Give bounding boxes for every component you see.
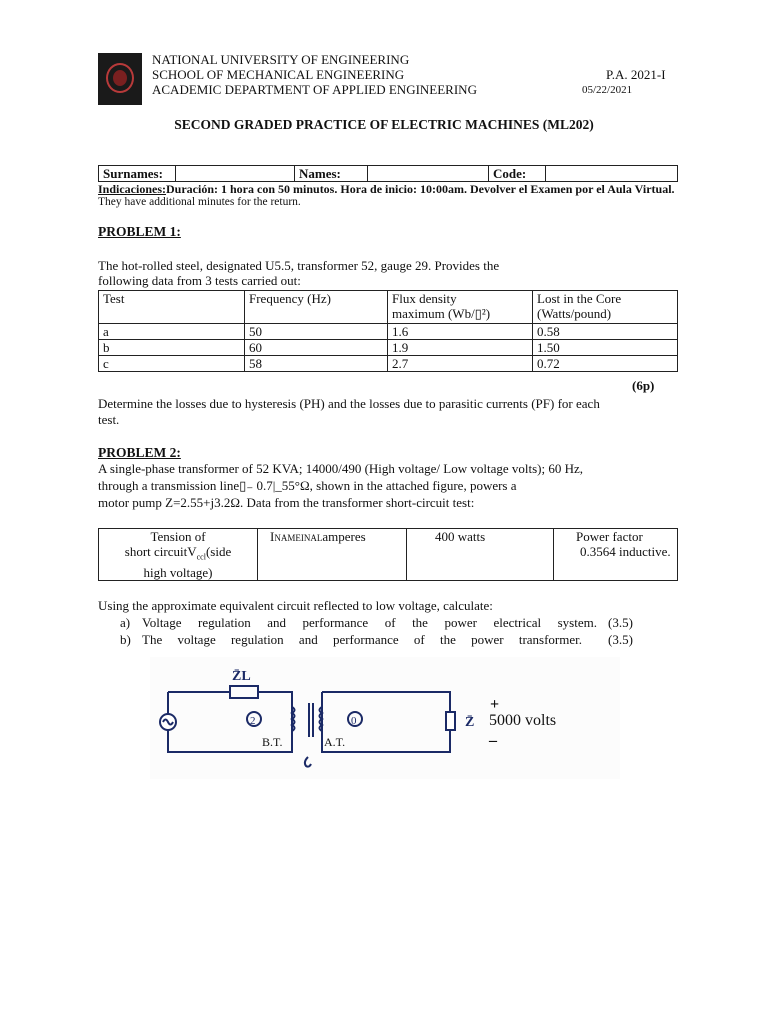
minus-sign: – (489, 732, 497, 749)
instructions-label: Indicaciones: (98, 182, 167, 196)
code-field[interactable] (546, 166, 678, 182)
load-impedance-box (446, 712, 455, 730)
table-header (388, 291, 533, 324)
cell: 0.58 (533, 324, 678, 340)
instructions-text: Duración: 1 hora con 50 minutos. Hora de inicio: 10:00am. Devolver el Examen por el Aula Virtual. (166, 182, 675, 196)
table-row (99, 340, 678, 356)
sc-tension-sub: ccl (196, 552, 206, 562)
cell: 2.7 (388, 356, 533, 372)
sc-current-cell (258, 529, 407, 581)
header-flux-2: maximum (Wb/▯²) (392, 306, 491, 321)
cell: 0.72 (533, 356, 678, 372)
problem-2-line-2: through a transmission line▯₋ 0.7|_55°Ω, shown in the attached figure, powers a (98, 478, 517, 493)
node-1-label: 0 (351, 715, 357, 727)
header-date: 05/22/2021 (582, 84, 633, 96)
student-id-table (98, 165, 678, 182)
table-row (99, 324, 678, 340)
header-loss-1: Lost in the Core (537, 291, 622, 306)
surnames-label: Surnames: (99, 166, 176, 182)
bt-label: B.T. (262, 735, 283, 749)
zl-label: Z̄L (232, 669, 251, 684)
sc-tension-v: short circuitV (124, 544, 197, 559)
sc-tension-side: (side (205, 544, 232, 559)
voltage-label: 5000 volts (489, 712, 557, 729)
problem-1-points: (6p) (632, 378, 655, 393)
sc-pf-line-1: Power factor (576, 529, 643, 544)
item-a-text: Voltage regulation and performance of the power electrical system. (142, 615, 597, 630)
problem-1-heading: PROBLEM 1: (98, 224, 181, 239)
a-mark (305, 757, 311, 767)
table-row (99, 529, 678, 581)
surnames-field[interactable] (176, 166, 295, 182)
logo-emblem (113, 70, 127, 86)
item-b-letter: b) (120, 632, 131, 647)
item-a-letter: a) (120, 615, 131, 630)
sc-current-unit: amperes (322, 529, 366, 544)
cell: 1.9 (388, 340, 533, 356)
sc-pf-line-2: 0.3564 inductive. (580, 544, 671, 559)
problem-1-intro-1: The hot-rolled steel, designated U5.5, transformer 52, gauge 29. Provides the (98, 258, 500, 273)
instructions-note: They have additional minutes for the return. (98, 196, 301, 208)
cell: 1.6 (388, 324, 533, 340)
problem-2-instruction: Using the approximate equivalent circuit reflected to low voltage, calculate: (98, 598, 493, 613)
problem-2-line-3: motor pump Z=2.55+j3.2Ω. Data from the transformer short-circuit test: (98, 495, 475, 510)
exam-title: SECOND GRADED PRACTICE OF ELECTRIC MACHINES (ML202) (174, 117, 594, 132)
problem-1-question-2: test. (98, 412, 120, 427)
core-loss-table (98, 290, 678, 372)
cell: c (99, 356, 245, 372)
item-b-text: The voltage regulation and performance of the power transformer. (142, 632, 582, 647)
table-header: Test (99, 291, 245, 324)
table-header (533, 291, 678, 324)
header-period: P.A. 2021-I (606, 67, 666, 82)
table-header-row (99, 291, 678, 324)
problem-1-intro-2: following data from 3 tests carried out: (98, 273, 301, 288)
sc-tension-line-1: Tension of (150, 529, 206, 544)
node-2-label: 2 (250, 715, 256, 727)
circuit-svg (150, 657, 620, 779)
at-label: A.T. (324, 735, 346, 749)
cell: 50 (245, 324, 388, 340)
sc-power-cell: 400 watts (407, 529, 554, 581)
sc-tension-line-3: high voltage) (143, 564, 213, 580)
cell: b (99, 340, 245, 356)
problem-2-line-1: A single-phase transformer of 52 KVA; 14000/490 (High voltage/ Low voltage volts); 60 Hz, (98, 461, 584, 476)
plus-sign: + (490, 696, 500, 713)
header-loss-2: (Watts/pound) (537, 306, 612, 321)
code-label: Code: (489, 166, 546, 182)
university-logo (98, 53, 142, 105)
names-label: Names: (295, 166, 368, 182)
sc-tension-line-2 (103, 544, 253, 565)
circuit-diagram (150, 657, 620, 779)
table-row (99, 356, 678, 372)
sc-current-sub: NAMEINAL (274, 533, 323, 543)
header-line-3: ACADEMIC DEPARTMENT OF APPLIED ENGINEERING (152, 82, 477, 97)
table-header: Frequency (Hz) (245, 291, 388, 324)
header-line-2: SCHOOL OF MECHANICAL ENGINEERING (152, 67, 405, 82)
sc-current-i: I (270, 529, 275, 544)
line-impedance-box (230, 686, 258, 698)
cell: 60 (245, 340, 388, 356)
names-field[interactable] (368, 166, 489, 182)
short-circuit-table (98, 528, 678, 581)
item-b-points: (3.5) (608, 632, 633, 647)
item-a-points: (3.5) (608, 615, 633, 630)
sc-tension-cell (99, 529, 258, 581)
sc-pf-cell (554, 529, 678, 581)
header-flux-1: Flux density (392, 291, 457, 306)
instructions (98, 182, 675, 196)
problem-2-heading: PROBLEM 2: (98, 445, 181, 460)
cell: 1.50 (533, 340, 678, 356)
cell: a (99, 324, 245, 340)
z-load-label: Z̄ (465, 715, 475, 730)
problem-1-question-1: Determine the losses due to hysteresis (PH) and the losses due to parasitic currents (PF) for each (98, 396, 600, 411)
cell: 58 (245, 356, 388, 372)
header-line-1: NATIONAL UNIVERSITY OF ENGINEERING (152, 52, 410, 67)
